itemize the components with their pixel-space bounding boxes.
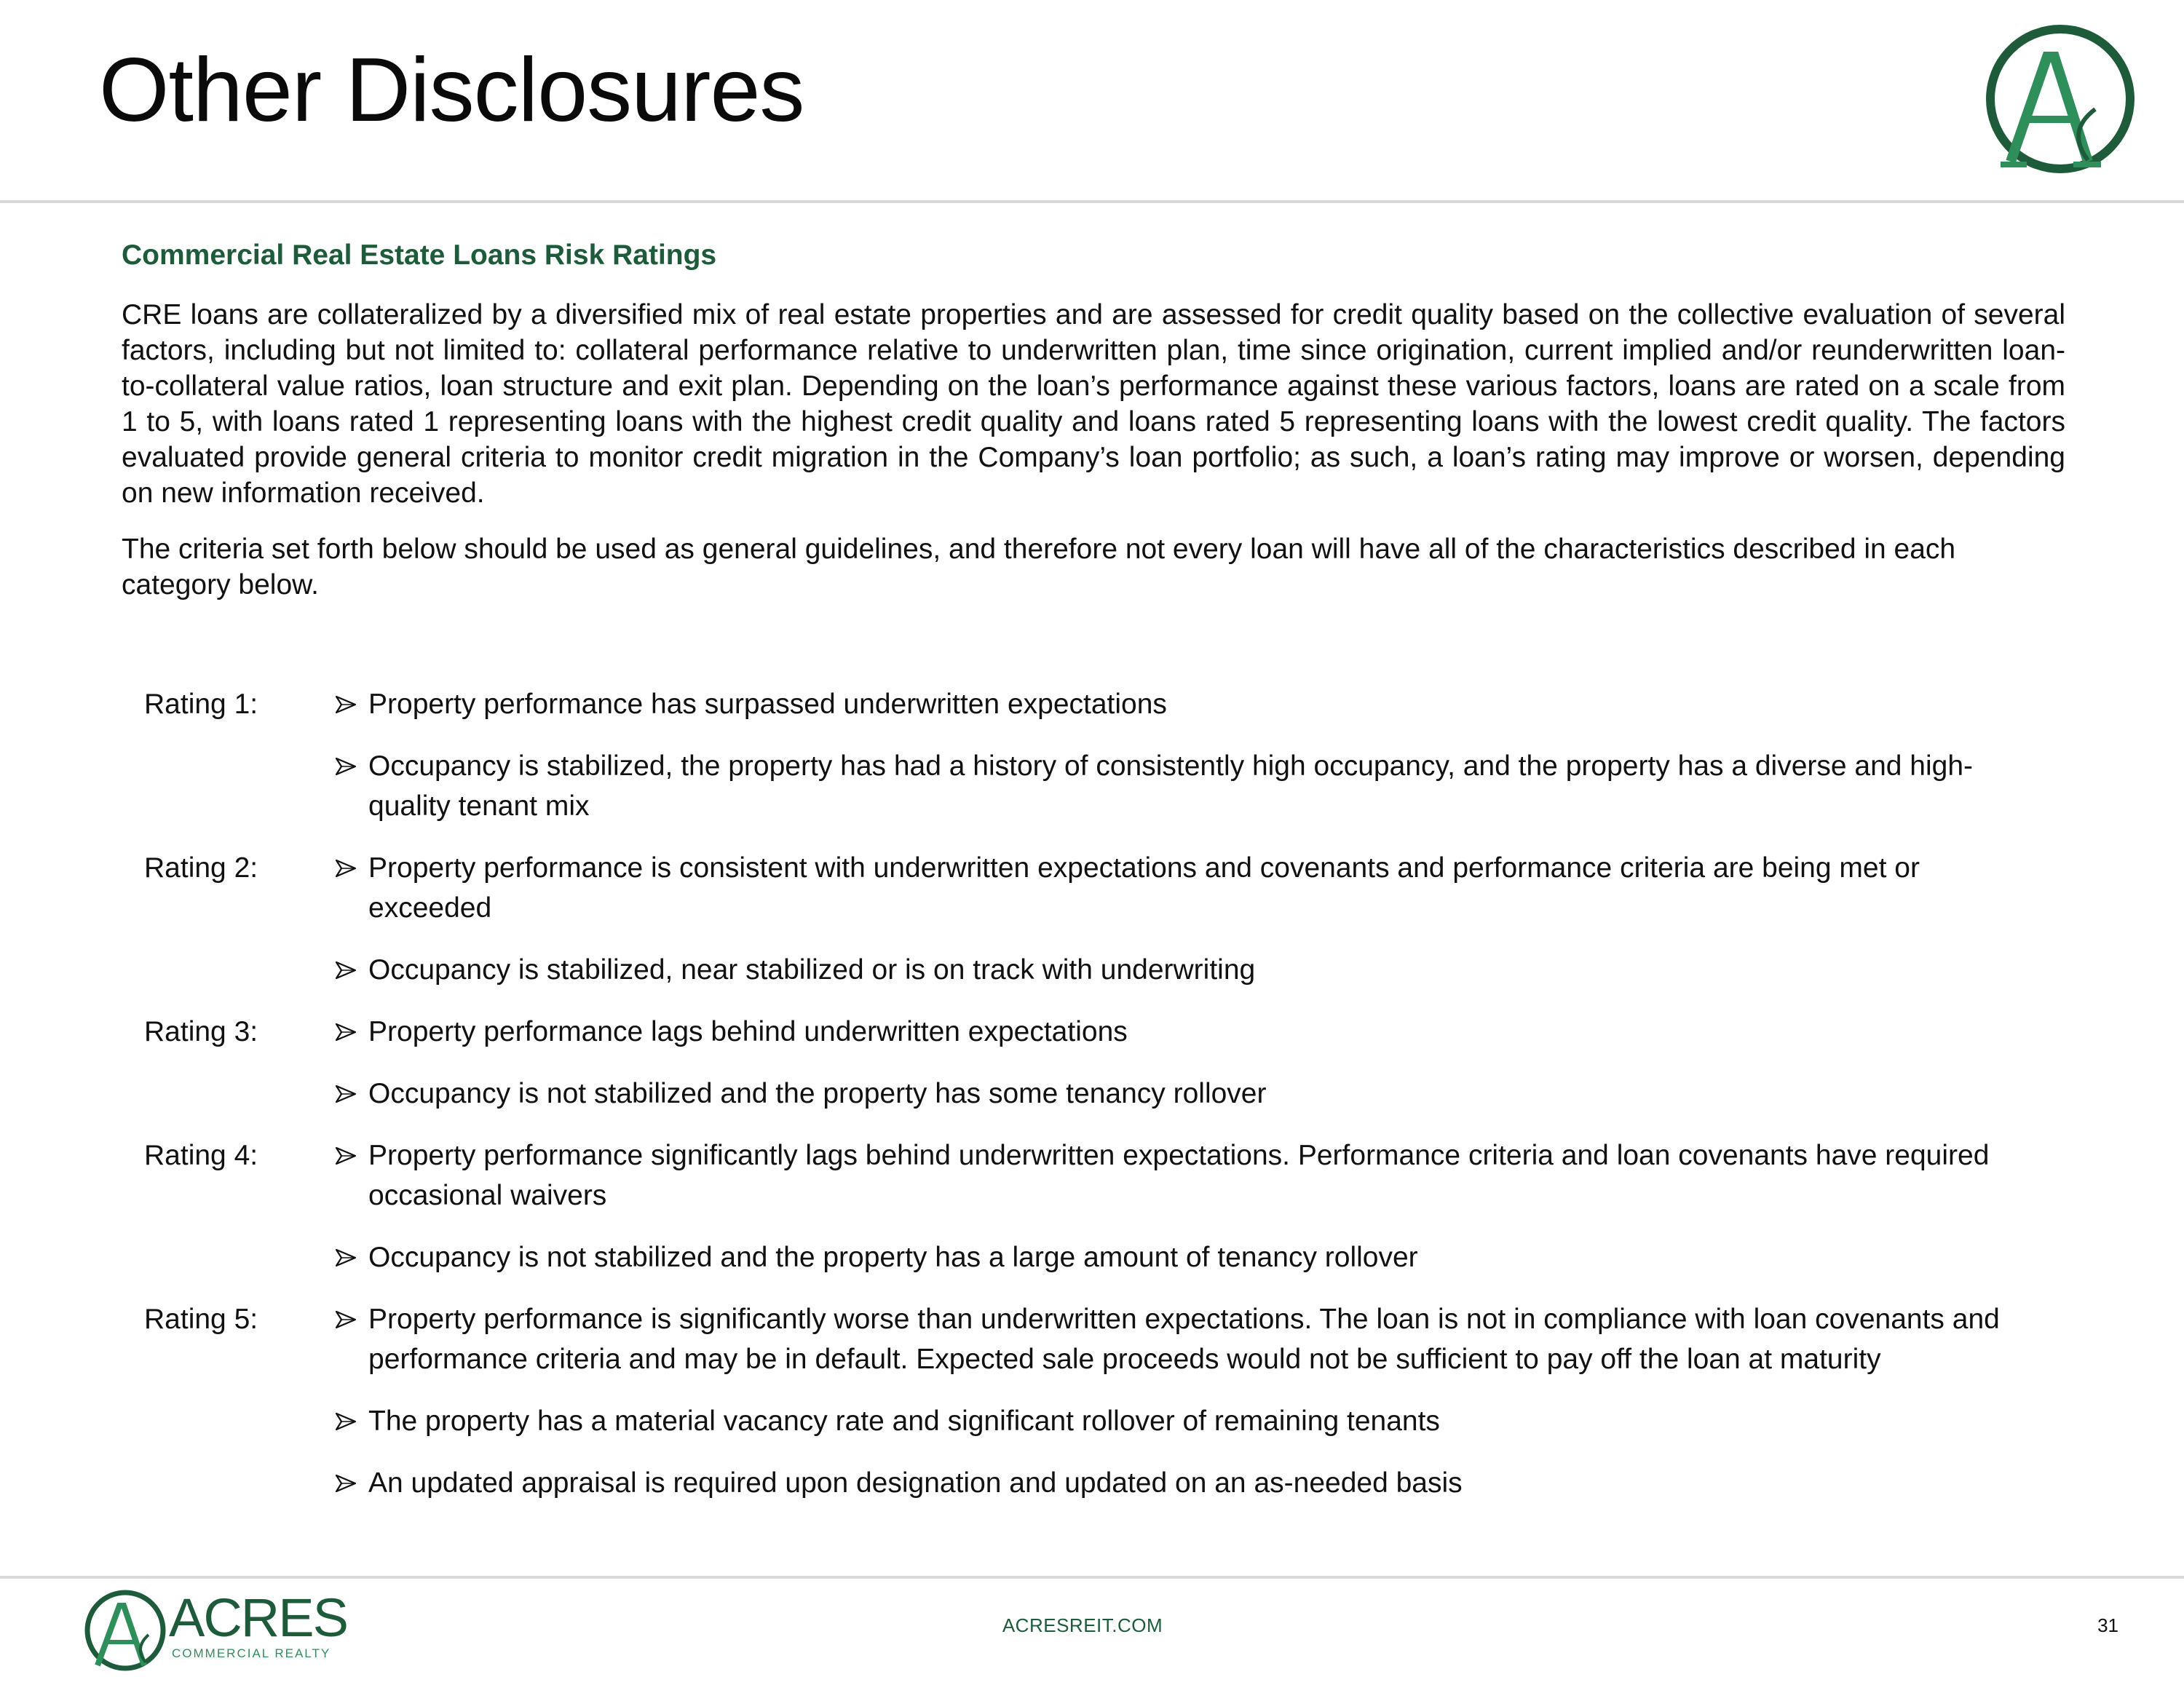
rating-bullet (0, 1463, 2028, 1503)
rating-bullet (0, 1012, 2028, 1052)
rating-row (0, 684, 2184, 826)
rating-label: Rating 4: (144, 1140, 258, 1171)
page-number: 31 (2097, 1614, 2118, 1636)
header-divider (0, 200, 2184, 203)
arrowhead-bullet-icon (332, 848, 361, 888)
rating-bullet-text: Property performance is significantly worse than underwritten expectations. The loan is not in compliance with loan covenants and performance criteria and may be in default. Expected sale proceeds would not be sufficient to pay off the loan at maturity (368, 1304, 2000, 1375)
arrowhead-bullet-icon (332, 1012, 361, 1052)
brand-tagline: COMMERCIAL REALTY (172, 1646, 331, 1660)
rating-bullet-text: Property performance significantly lags behind underwritten expectations. Performance criteria and loan covenants have required occasional waivers (368, 1140, 1990, 1211)
rating-bullet (0, 1299, 2028, 1379)
guidelines-paragraph: The criteria set forth below should be used as general guidelines, and therefore not every loan will have all of the characteristics described in each category below. (122, 534, 1956, 600)
arrowhead-bullet-icon (332, 1299, 361, 1339)
rating-label: Rating 2: (144, 852, 258, 884)
footer-divider (0, 1576, 2184, 1579)
rating-bullet-text: The property has a material vacancy rate and significant rollover of remaining tenants (368, 1406, 1440, 1437)
rating-bullet (0, 746, 2028, 826)
arrowhead-bullet-icon (332, 950, 361, 990)
arrowhead-bullet-icon (332, 746, 361, 786)
rating-row (0, 848, 2184, 990)
rating-label: Rating 3: (144, 1016, 258, 1047)
rating-bullet (0, 1074, 2028, 1114)
ratings-list (0, 684, 2184, 1525)
rating-bullet (0, 684, 2028, 724)
rating-bullet-text: Occupancy is not stabilized and the property has a large amount of tenancy rollover (368, 1242, 1418, 1273)
intro-paragraph: CRE loans are collateralized by a diversified mix of real estate properties and are assessed for credit quality based on the collective evaluation of several factors, including but not limited to: collateral performance relative to underwritten plan, time since origination, current implied and/or reunderwritten loan-to-collateral value ratios, loan structure and exit plan. Depending on the loan’s performance against these various factors, loans are rated on a scale from 1 to 5, with loans rated 1 representing loans with the highest credit quality and loans rated 5 representing loans with the lowest credit quality. The factors evaluated provide general criteria to monitor credit migration in the Company’s loan portfolio; as such, a loan’s rating may improve or worsen, depending on new information received. (122, 299, 2065, 509)
rating-bullet (0, 1237, 2028, 1277)
arrowhead-bullet-icon (332, 1074, 361, 1114)
rating-label: Rating 1: (144, 689, 258, 720)
arrowhead-bullet-icon (332, 1401, 361, 1441)
rating-bullet-text: Property performance has surpassed underwritten expectations (368, 689, 1167, 720)
rating-bullet-text: Property performance lags behind underwritten expectations (368, 1016, 1128, 1047)
arrowhead-bullet-icon (332, 684, 361, 724)
rating-bullet-text: Occupancy is stabilized, near stabilized or is on track with underwriting (368, 954, 1256, 986)
page-title: Other Disclosures (99, 40, 804, 140)
rating-bullet (0, 950, 2028, 990)
rating-bullet-text: Occupancy is not stabilized and the property has some tenancy rollover (368, 1078, 1267, 1109)
acres-monogram-logo (1979, 22, 2137, 176)
rating-row (0, 1299, 2184, 1503)
footer-website-link[interactable]: ACRESREIT.COM (1002, 1614, 1163, 1636)
arrowhead-bullet-icon (332, 1135, 361, 1175)
brand-name: ACRES (169, 1587, 347, 1648)
rating-bullet (0, 848, 2028, 928)
arrowhead-bullet-icon (332, 1237, 361, 1277)
rating-bullet-text: Occupancy is stabilized, the property has had a history of consistently high occupancy, and the property has a diverse and high-quality tenant mix (368, 750, 1974, 822)
rating-bullet-text: Property performance is consistent with underwritten expectations and covenants and performance criteria are being met or exceeded (368, 852, 1920, 924)
rating-bullet-text: An updated appraisal is required upon designation and updated on an as-needed basis (368, 1467, 1463, 1499)
section-heading: Commercial Real Estate Loans Risk Ratings (122, 239, 717, 271)
rating-label: Rating 5: (144, 1304, 258, 1335)
arrowhead-bullet-icon (332, 1463, 361, 1503)
rating-bullet (0, 1401, 2028, 1441)
rating-bullet (0, 1135, 2028, 1216)
rating-row (0, 1012, 2184, 1114)
rating-row (0, 1135, 2184, 1277)
